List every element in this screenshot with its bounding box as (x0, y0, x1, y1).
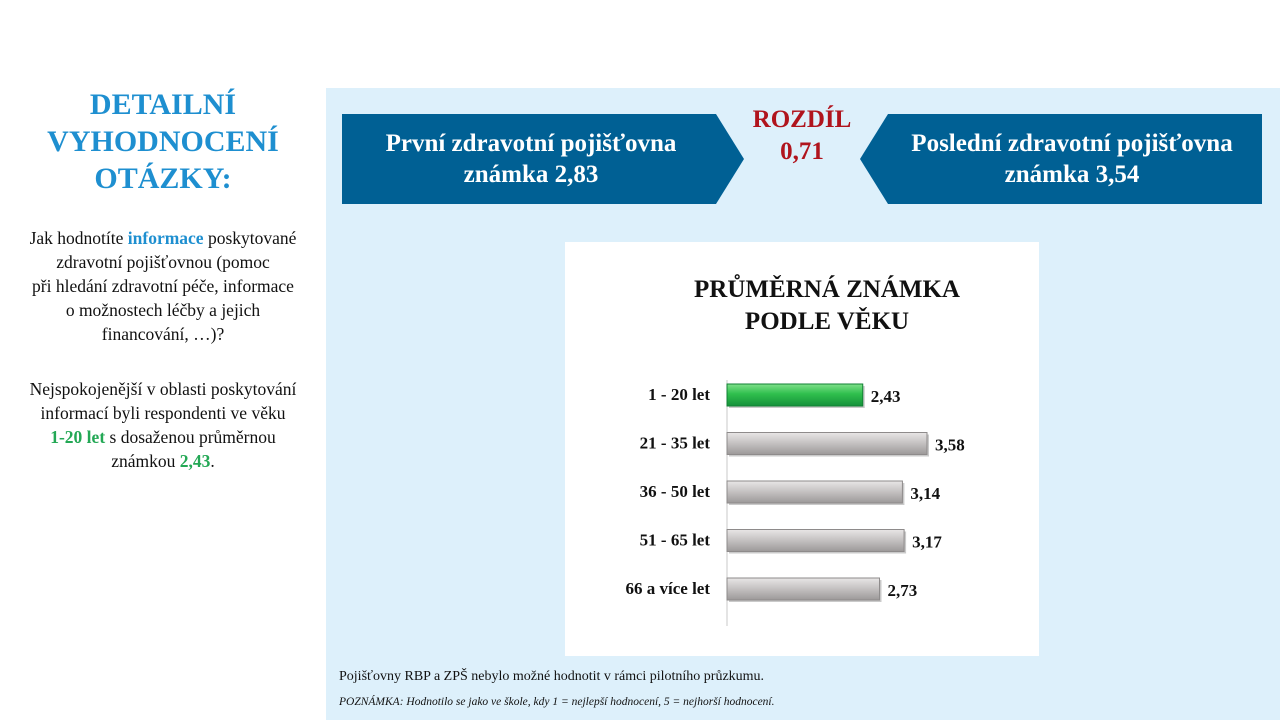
conclusion-line-3: s dosaženou průměrnou (105, 427, 276, 447)
conclusion-text (2, 377, 324, 473)
bar (727, 433, 927, 455)
data-label: 3,58 (935, 435, 965, 455)
difference-value: 0,71 (780, 138, 824, 165)
conclusion-line-2: informací byli respondenti ve věku (40, 403, 286, 423)
difference-title: ROZDÍL (752, 106, 852, 133)
title-line-1: DETAILNÍ (89, 88, 237, 121)
page-title (0, 86, 326, 197)
chart-title-line-1: PRŮMĚRNÁ ZNÁMKA (694, 276, 960, 303)
bar-chart (565, 242, 1039, 656)
last-insurer-label: Poslední zdravotní pojišťovna (911, 130, 1233, 157)
category-label: 66 a více let (625, 579, 710, 598)
bar (727, 578, 880, 600)
last-insurer-banner (860, 114, 1262, 204)
title-line-3: OTÁZKY: (94, 162, 232, 195)
data-label: 2,43 (870, 387, 901, 406)
first-insurer-grade: známka 2,83 (463, 161, 599, 188)
question-line1-post: poskytované (203, 228, 297, 248)
category-label: 51 - 65 let (639, 530, 710, 550)
bar (727, 384, 863, 406)
first-insurer-banner (342, 114, 744, 204)
bar (727, 530, 904, 552)
category-label: 21 - 35 let (639, 433, 710, 453)
conclusion-line-4-post: . (210, 451, 215, 471)
difference-label (742, 104, 862, 168)
conclusion-line-4-pre: známkou (111, 451, 180, 471)
question-highlight: informace (127, 228, 204, 248)
title-line-2: VYHODNOCENÍ (47, 125, 279, 158)
last-insurer-grade: známka 3,54 (1004, 161, 1140, 188)
bar (727, 481, 902, 503)
chart-title-line-2: PODLE VĚKU (744, 308, 910, 335)
data-label: 3,17 (912, 532, 942, 552)
first-insurer-label: První zdravotní pojišťovna (385, 130, 677, 157)
question-line-5: financování, …)? (101, 324, 225, 344)
question-line-3: při hledání zdravotní péče, informace (32, 276, 294, 296)
question-line-2: zdravotní pojišťovnou (pomoc (56, 252, 270, 272)
age-highlight: 1-20 let (50, 427, 106, 447)
question-text (2, 226, 324, 346)
question-pre: Jak hodnotíte (29, 228, 128, 248)
category-label: 36 - 50 let (639, 482, 710, 501)
data-label: 3,14 (910, 484, 941, 503)
conclusion-line-1: Nejspokojenější v oblasti poskytování (29, 379, 297, 399)
question-line-4: o možnostech léčby a jejich (65, 300, 261, 320)
data-label: 2,73 (887, 581, 918, 600)
grade-highlight: 2,43 (179, 451, 211, 471)
footnote: Pojišťovny RBP a ZPŠ nebylo možné hodnotit v rámci pilotního průzkumu. (339, 669, 765, 684)
chart-card (565, 242, 1039, 656)
category-label: 1 - 20 let (648, 385, 710, 404)
scale-note: POZNÁMKA: Hodnotilo se jako ve škole, kdy 1 = nejlepší hodnocení, 5 = nejhorší hodnocení. (339, 696, 775, 708)
